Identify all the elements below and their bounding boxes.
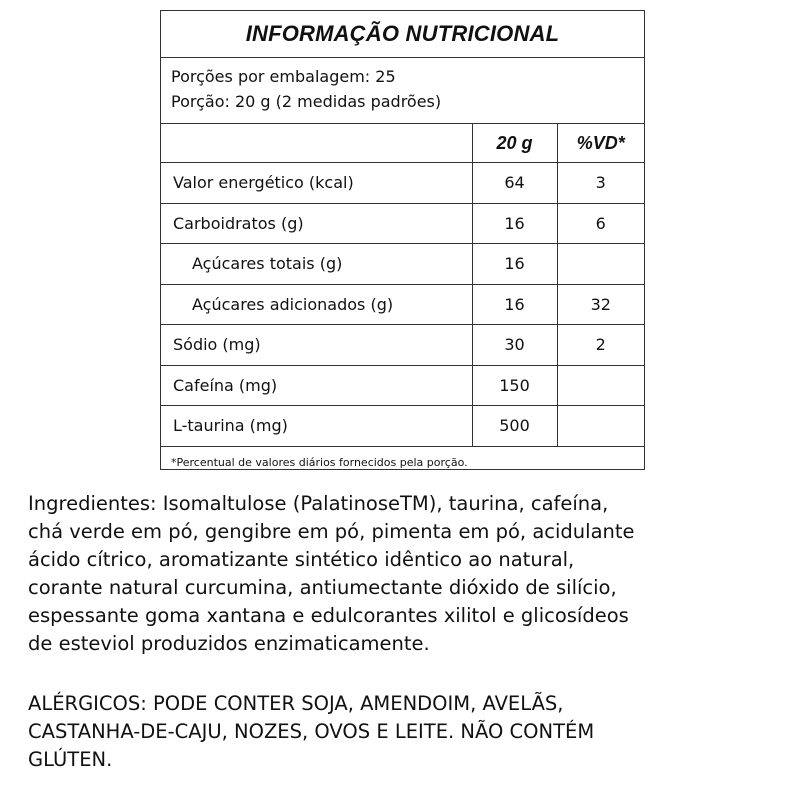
nutrient-amount: 16 — [472, 244, 557, 285]
nutrient-amount: 500 — [472, 406, 557, 447]
table-row — [161, 163, 644, 204]
nutrient-name: L-taurina (mg) — [161, 406, 472, 447]
nutrient-dv — [557, 365, 644, 406]
table-header-row — [161, 124, 644, 163]
table-row — [161, 325, 644, 366]
nutrition-facts-panel — [160, 10, 645, 470]
nutrient-dv — [557, 406, 644, 447]
nutrient-dv: 2 — [557, 325, 644, 366]
header-daily-value: %VD* — [557, 124, 644, 163]
nutrient-amount: 150 — [472, 365, 557, 406]
nutrient-dv: 3 — [557, 163, 644, 204]
nutrient-name: Cafeína (mg) — [161, 365, 472, 406]
table-row — [161, 244, 644, 285]
allergens-line: CASTANHA-DE-CAJU, NOZES, OVOS E LEITE. NÃO CONTÉM — [28, 720, 595, 743]
nutrition-table — [161, 124, 644, 447]
serving-info — [161, 58, 644, 124]
nutrient-amount: 64 — [472, 163, 557, 204]
ingredients-line: espessante goma xantana e edulcorantes xilitol e glicosídeos — [28, 604, 629, 627]
nutrient-name: Sódio (mg) — [161, 325, 472, 366]
nutrient-dv: 32 — [557, 284, 644, 325]
nutrition-title: INFORMAÇÃO NUTRICIONAL — [161, 11, 644, 58]
nutrient-name: Carboidratos (g) — [161, 203, 472, 244]
table-row — [161, 406, 644, 447]
nutrient-dv: 6 — [557, 203, 644, 244]
daily-value-footnote: *Percentual de valores diários fornecidos pela porção. — [171, 455, 468, 469]
nutrient-name: Açúcares adicionados (g) — [161, 284, 472, 325]
serving-size: Porção: 20 g (2 medidas padrões) — [171, 92, 442, 111]
table-row — [161, 365, 644, 406]
nutrient-amount: 30 — [472, 325, 557, 366]
table-row — [161, 284, 644, 325]
nutrient-name: Açúcares totais (g) — [161, 244, 472, 285]
ingredients-line: chá verde em pó, gengibre em pó, pimenta em pó, acidulante — [28, 520, 635, 543]
header-amount: 20 g — [472, 124, 557, 163]
allergens-line: ALÉRGICOS: PODE CONTER SOJA, AMENDOIM, AVELÃS, — [28, 692, 564, 715]
ingredients-line: corante natural curcumina, antiumectante dióxido de silício, — [28, 576, 617, 599]
table-row — [161, 203, 644, 244]
ingredients-line: de esteviol produzidos enzimaticamente. — [28, 632, 430, 655]
nutrient-dv — [557, 244, 644, 285]
nutrient-amount: 16 — [472, 203, 557, 244]
servings-per-package: Porções por embalagem: 25 — [171, 67, 396, 86]
allergens-line: GLÚTEN. — [28, 748, 113, 771]
nutrient-name: Valor energético (kcal) — [161, 163, 472, 204]
allergens-text — [28, 690, 788, 774]
ingredients-line: ácido cítrico, aromatizante sintético idêntico ao natural, — [28, 548, 575, 571]
header-nutrient — [161, 124, 472, 163]
nutrient-amount: 16 — [472, 284, 557, 325]
ingredients-text — [28, 490, 788, 658]
ingredients-line: Ingredientes: Isomaltulose (PalatinoseTM), taurina, cafeína, — [28, 492, 609, 515]
